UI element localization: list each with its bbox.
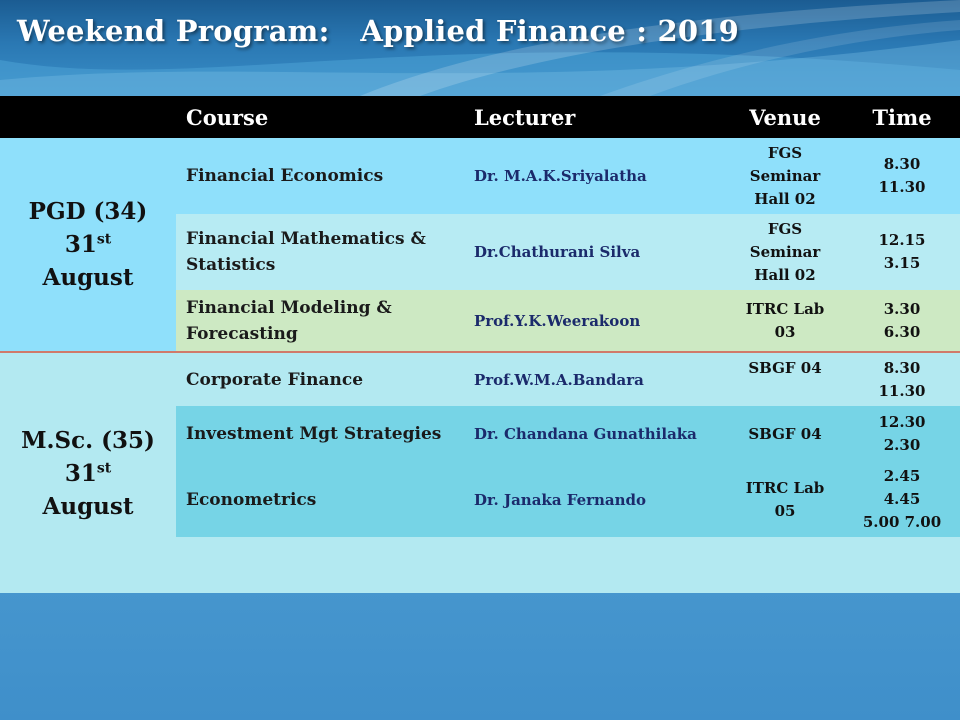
time-line: 11.30: [878, 178, 926, 196]
venue-line: FGS: [767, 219, 803, 238]
lecturer-cell: Prof.W.M.A.Bandara: [464, 352, 726, 406]
time-cell: [844, 290, 960, 352]
table-header-row: [0, 96, 960, 138]
venue-cell: [726, 537, 844, 593]
time-line: 3.15: [883, 254, 921, 272]
course-cell: Investment Mgt Strategies: [176, 406, 464, 462]
venue-line: Seminar: [749, 166, 821, 185]
group-label-msc: [0, 352, 176, 593]
venue-cell: [726, 214, 844, 290]
venue-cell: [726, 462, 844, 537]
slide-title: Weekend Program: Applied Finance : 2019: [17, 14, 739, 48]
group-month: August: [42, 264, 134, 291]
header-group: [0, 96, 176, 138]
venue-line: SBGF 04: [748, 359, 822, 377]
venue-line: 05: [774, 501, 796, 520]
header-time: Time: [844, 96, 960, 138]
venue-cell: [726, 290, 844, 352]
time-line: 12.15: [878, 231, 926, 249]
venue-line: 03: [774, 322, 796, 341]
course-cell: Financial Mathematics & Statistics: [176, 214, 464, 290]
group-day: 31: [64, 231, 97, 258]
lecturer-cell: [464, 537, 726, 593]
venue-line: ITRC Lab: [745, 478, 825, 497]
time-cell: [844, 352, 960, 406]
group-program: M.Sc. (35): [21, 426, 155, 454]
time-cell: [844, 138, 960, 214]
venue-line: FGS: [767, 143, 803, 162]
course-cell: Corporate Finance: [176, 352, 464, 406]
lecturer-cell: Dr. M.A.K.Sriyalatha: [464, 138, 726, 214]
venue-line: Hall 02: [754, 189, 816, 208]
course-cell: Financial Economics: [176, 138, 464, 214]
time-line: 12.30: [878, 413, 926, 431]
group-label-pgd: [0, 138, 176, 352]
group-month: August: [42, 492, 134, 520]
table-row: [0, 352, 960, 406]
time-cell: [844, 406, 960, 462]
venue-cell: [726, 406, 844, 462]
time-cell: [844, 537, 960, 593]
header-venue: Venue: [726, 96, 844, 138]
time-cell: [844, 462, 960, 537]
group-day: 31: [64, 459, 97, 487]
time-line: 5.00 7.00: [862, 513, 942, 531]
header-course: Course: [176, 96, 464, 138]
course-cell: Financial Modeling & Forecasting: [176, 290, 464, 352]
venue-line: Hall 02: [754, 265, 816, 284]
venue-cell: [726, 138, 844, 214]
header-lecturer: Lecturer: [464, 96, 726, 138]
time-cell: [844, 214, 960, 290]
lecturer-cell: Dr. Chandana Gunathilaka: [464, 406, 726, 462]
group-day-suffix: st: [96, 231, 112, 248]
time-line: 2.45: [883, 467, 921, 485]
course-cell: Econometrics: [176, 462, 464, 537]
time-line: 3.30: [883, 299, 921, 318]
time-line: 6.30: [883, 322, 921, 341]
time-line: 8.30: [883, 155, 921, 173]
schedule-table: [0, 96, 960, 593]
lecturer-cell: Dr.Chathurani Silva: [464, 214, 726, 290]
lecturer-cell: Dr. Janaka Fernando: [464, 462, 726, 537]
venue-line: Seminar: [749, 242, 821, 261]
time-line: 11.30: [878, 381, 926, 400]
time-line: 8.30: [883, 358, 921, 377]
time-line: 4.45: [883, 490, 921, 508]
course-cell: [176, 537, 464, 593]
venue-line: ITRC Lab: [745, 299, 825, 318]
table-row: [0, 138, 960, 214]
group-day-suffix: st: [96, 459, 112, 476]
venue-cell: [726, 352, 844, 406]
lecturer-cell: Prof.Y.K.Weerakoon: [464, 290, 726, 352]
time-line: 2.30: [883, 436, 921, 454]
venue-line: SBGF 04: [748, 424, 822, 443]
title-banner: [0, 0, 960, 96]
group-program: PGD (34): [28, 198, 148, 225]
